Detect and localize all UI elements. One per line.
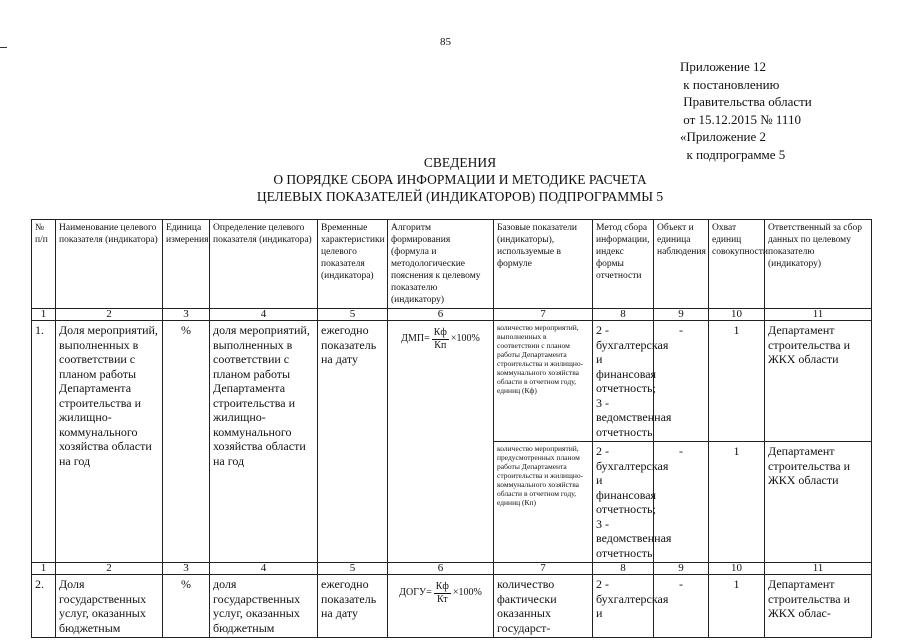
column-number: 3 [163, 309, 210, 321]
column-number: 10 [709, 309, 765, 321]
column-number: 2 [56, 563, 163, 575]
appendix-line: Правительства области [683, 94, 812, 109]
column-number: 5 [318, 563, 388, 575]
base-indicator: количество фактически оказанных государст- [494, 575, 593, 638]
unit: % [163, 321, 210, 563]
definition: доля мероприятий, выполненных в соответствии с планом работы Департамента строительства и жилищно-коммунального хозяйства области на год [210, 321, 318, 563]
document-title [180, 154, 740, 205]
column-number-row [32, 309, 872, 321]
header-row [32, 220, 872, 309]
responsible: Департамент строительства и ЖКХ облас- [765, 575, 872, 638]
column-number: 7 [494, 309, 593, 321]
appendix-line: от 15.12.2015 № 1110 [683, 111, 801, 127]
column-number: 11 [765, 309, 872, 321]
formula-lhs: ДМП [401, 333, 425, 345]
page-number: 85 [440, 36, 451, 48]
header-cell: № п/п [32, 220, 56, 309]
title-line: СВЕДЕНИЯ [423, 155, 497, 170]
header-cell: Определение целевого показателя (индикатора) [210, 220, 318, 309]
column-number: 5 [318, 309, 388, 321]
observation-object: - [654, 321, 709, 442]
base-indicator: количество мероприятий, выполненных в соответствии с планом работы Департамента строительства и жилищно-коммунального хозяйства области в отчетном году, единиц (Кф) [494, 321, 593, 442]
appendix-block [680, 58, 812, 163]
table-row [32, 575, 872, 638]
definition: доля государственных услуг, оказанных бюджетным [210, 575, 318, 638]
collection-method: 2 - бухгалтерская и финансовая отчетность; 3 - ведомственная отчетность [593, 321, 654, 442]
formula-denominator: Кт [436, 594, 448, 605]
header-cell: Охват единиц совокупности [709, 220, 765, 309]
appendix-line: Приложение 12 [680, 59, 767, 74]
column-number: 6 [388, 309, 494, 321]
formula-numerator: Кф [435, 581, 449, 592]
time-characteristics: ежегодно показатель на дату [318, 321, 388, 563]
unit: % [163, 575, 210, 638]
responsible: Департамент строительства и ЖКХ области [765, 321, 872, 442]
column-number: 8 [593, 563, 654, 575]
formula-tail: ×100% [452, 587, 482, 599]
edge-mark [0, 47, 7, 48]
appendix-line: «Приложение 2 [680, 129, 767, 144]
column-number: 3 [163, 563, 210, 575]
formula: ДОГУ = $\frac{Кф}{Кт}$ ×100% [399, 581, 482, 605]
column-number: 7 [494, 563, 593, 575]
column-number: 1 [32, 309, 56, 321]
header-cell: Алгоритм формирования (формула и методологические пояснения к целевому показателю (индикатору) [388, 220, 494, 309]
row-number: 2. [32, 575, 56, 638]
appendix-line: к подпрограмме 5 [686, 146, 786, 162]
formula-tail: ×100% [450, 333, 480, 345]
column-number-row [32, 563, 872, 575]
indicator-name: Доля мероприятий, выполненных в соответствии с планом работы Департамента строительства и жилищно-коммунального хозяйства области на год [56, 321, 163, 563]
column-number: 1 [32, 563, 56, 575]
column-number: 2 [56, 309, 163, 321]
appendix-line: к постановлению [683, 76, 780, 92]
formula-numerator: Кф [433, 327, 447, 338]
indicator-name: Доля государственных услуг, оказанных бюджетным [56, 575, 163, 638]
responsible: Департамент строительства и ЖКХ области [765, 442, 872, 563]
coverage: 1 [709, 575, 765, 638]
table-row [32, 321, 872, 442]
header-cell: Метод сбора информации, индекс формы отчетности [593, 220, 654, 309]
column-number: 6 [388, 563, 494, 575]
formula-cell [388, 321, 494, 563]
column-number: 10 [709, 563, 765, 575]
column-number: 8 [593, 309, 654, 321]
column-number: 4 [210, 563, 318, 575]
header-cell: Наименование целевого показателя (индикатора) [56, 220, 163, 309]
header-cell: Временные характеристики целевого показателя (индикатора) [318, 220, 388, 309]
header-cell: Объект и единица наблюдения [654, 220, 709, 309]
collection-method: 2 - бухгалтерская и финансовая отчетность; 3 - ведомственная отчетность [593, 442, 654, 563]
column-number: 4 [210, 309, 318, 321]
collection-method: 2 - бухгалтерская и [593, 575, 654, 638]
column-number: 9 [654, 563, 709, 575]
title-line: О ПОРЯДКЕ СБОРА ИНФОРМАЦИИ И МЕТОДИКЕ РАСЧЕТА [273, 172, 647, 187]
column-number: 11 [765, 563, 872, 575]
observation-object: - [654, 442, 709, 563]
column-number: 9 [654, 309, 709, 321]
header-cell: Ответственный за сбор данных по целевому показателю (индикатору) [765, 220, 872, 309]
coverage: 1 [709, 442, 765, 563]
indicators-table [31, 219, 872, 638]
row-number: 1. [32, 321, 56, 563]
coverage: 1 [709, 321, 765, 442]
base-indicator: количество мероприятий, предусмотренных планом работы Департамента строительства и жилищно-коммунального хозяйства области в отчетном году, единиц (Кп) [494, 442, 593, 563]
title-line: ЦЕЛЕВЫХ ПОКАЗАТЕЛЕЙ (ИНДИКАТОРОВ) ПОДПРОГРАММЫ 5 [256, 189, 664, 204]
time-characteristics: ежегодно показатель на дату [318, 575, 388, 638]
observation-object: - [654, 575, 709, 638]
formula-cell [388, 575, 494, 638]
header-cell: Базовые показатели (индикаторы), используемые в формуле [494, 220, 593, 309]
formula: ДМП = $\frac{Кф}{Кп}$ ×100% [401, 327, 480, 351]
formula-denominator: Кп [434, 340, 447, 351]
header-cell: Единица измерения [163, 220, 210, 309]
formula-lhs: ДОГУ [399, 587, 427, 599]
